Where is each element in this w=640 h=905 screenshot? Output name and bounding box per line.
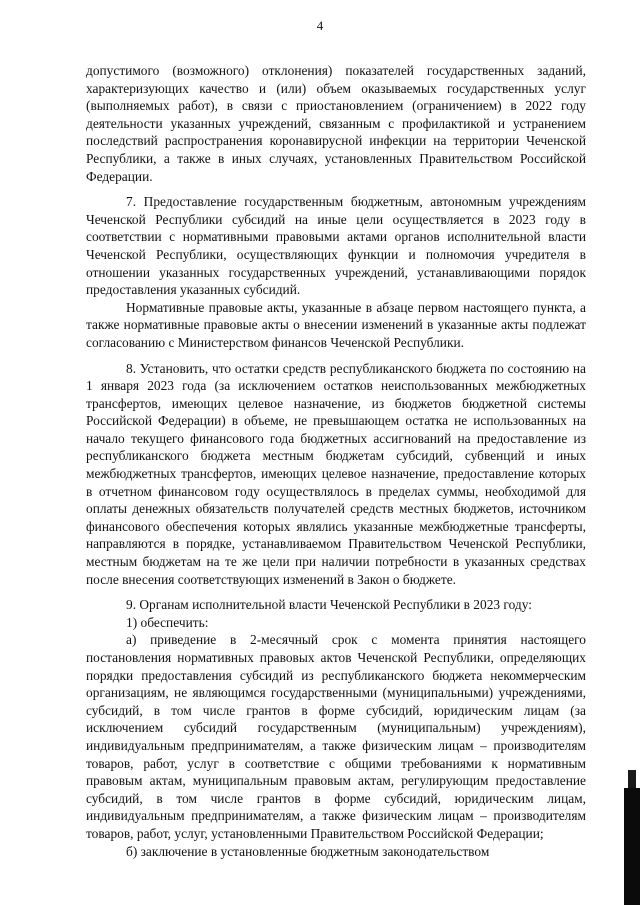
paragraph-item-7: 7. Предоставление государственным бюджетным, автономным учреждениям Чеченской Республики субсидий на иные цели осуществляется в 2023 году в соответствии с нормативными правовыми актами органов исполнительной власти Чеченской Республики, осуществляющих функции и полномочия учредителя в отношении указанных государственных учреждений, устанавливающими порядок предоставления указанных субсидий.	[86, 194, 586, 298]
paragraph-continuation: допустимого (возможного) отклонения) показателей государственных заданий, характеризующих качество и (или) объем оказываемых государственных услуг (выполняемых работ), в связи с приостановлением (ограничением) в 2022 году деятельности указанных учреждений, связанным с профилактикой и устранением последствий распространения коронавирусной инфекции на территории Чеченской Республики, а также в иных случаях, установленных Правительством Российской Федерации.	[86, 63, 586, 184]
paragraph-item-7-note: Нормативные правовые акты, указанные в абзаце первом настоящего пункта, а также нормативные правовые акты о внесении изменений в указанные акты подлежат согласованию с Министерством финансов Чеченской Республики.	[86, 299, 586, 350]
paragraph-item-9-1: 1) обеспечить:	[126, 614, 209, 630]
paragraph-item-8: 8. Установить, что остатки средств республиканского бюджета по состоянию на 1 января 2023 года (за исключением остатков неиспользованных межбюджетных трансфертов, имеющих целевое назначение, из бюджетов бюджетной системы Российской Федерации) в объеме, не превышающем остатка не использованных на начало текущего финансового года бюджетных ассигнований на предоставление из республиканского бюджета местным бюджетам субсидий, субвенций и иных межбюджетных трансфертов, имеющих целевое назначение, предоставление которых в отчетном финансовом году осуществлялось в пределах суммы, необходимой для оплаты денежных обязательств получателей средств местных бюджетов, источником финансового обеспечения которых являлись указанные межбюджетные трансферты, направляются в порядке, устанавливаемом Правительством Чеченской Республики, местным бюджетам на те же цели при наличии потребности в указанных средствах после внесения соответствующих изменений в Закон о бюджете.	[86, 360, 586, 587]
paragraph-item-9-1-a: а) приведение в 2-месячный срок с момента принятия настоящего постановления нормативных правовых актов Чеченской Республики, определяющих порядки предоставления субсидий из республиканского бюджета некоммерческим организациям, не являющимся государственными (муниципальными) учреждениями, субсидий, в том числе грантов в форме субсидий, юридическим лицам (за исключением субсидий государственным (муниципальным) учреждениям), индивидуальным предпринимателям, а также физическим лицам – производителям товаров, работ, услуг в соответствие с общими требованиями к нормативным правовым актам, муниципальным правовым актам, регулирующим предоставление субсидий, в том числе грантов в форме субсидий, юридическим лицам, индивидуальным предпринимателям, а также физическим лицам – производителям товаров, работ, услуг, установленными Правительством Российской Федерации;	[86, 632, 586, 841]
paragraph-item-9: 9. Органам исполнительной власти Чеченской Республики в 2023 году:	[126, 597, 532, 613]
document-body	[86, 62, 586, 860]
scan-edge-mark-top	[628, 770, 636, 788]
page-number: 4	[316, 18, 324, 33]
scan-edge-mark	[624, 788, 640, 905]
paragraph-item-9-1-b: б) заключение в установленные бюджетным законодательством	[126, 843, 490, 859]
